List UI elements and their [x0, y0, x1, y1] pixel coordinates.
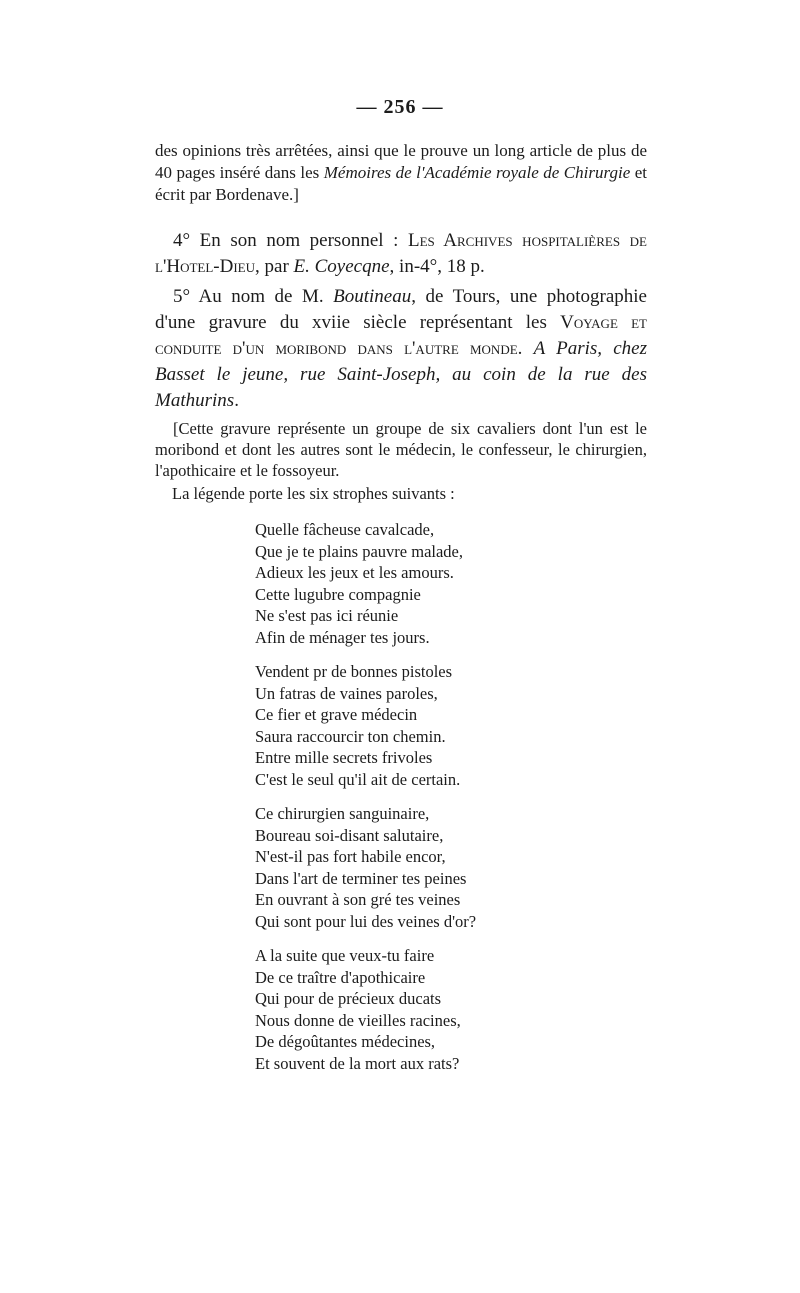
poem-line: Ce chirurgien sanguinaire,: [255, 804, 430, 823]
publication-title: Les Archives hospitalières de l'Hotel-Dieu: [155, 230, 647, 277]
poem-line: Et souvent de la mort aux rats?: [255, 1053, 460, 1073]
item-text: 5° Au nom de M.: [173, 286, 334, 307]
poem-line: A la suite que veux-tu faire: [255, 946, 435, 965]
poem-line: Ce fier et grave médecin: [255, 705, 418, 724]
poem-line: Que je te plains pauvre malade,: [255, 541, 463, 561]
item-text: , par: [255, 256, 294, 277]
poem-line: De dégoûtantes médecines,: [255, 1032, 436, 1051]
poem-line: Cette lugubre compagnie: [255, 584, 421, 604]
engraving-title: Voyage et conduite d'un moribond dans l'autre monde: [155, 312, 647, 359]
author-name: E. Coyecqne: [293, 256, 390, 277]
poem-line: Saura raccourcir ton chemin.: [255, 726, 446, 746]
page-number: — 256 —: [356, 96, 444, 118]
item-text: , in-4°, 18 p.: [389, 256, 485, 277]
poem-line: C'est le seul qu'il ait de certain.: [255, 769, 461, 789]
person-name: Boutineau: [333, 286, 412, 307]
poem-line: Vendent pr de bonnes pistoles: [255, 662, 453, 681]
poem-line: Qui sont pour lui des veines d'or?: [255, 911, 477, 931]
item-text: 4° En son nom personnel :: [173, 230, 408, 251]
item-text: .: [517, 338, 534, 359]
item-text: .: [234, 390, 239, 411]
paragraph-item-5: [155, 284, 647, 414]
poem-stanza-4: [255, 945, 555, 1074]
poem-line: Entre mille secrets frivoles: [255, 748, 433, 767]
item-text: , de Tours, une photographie d'une gravure du xviie siècle représentant les: [155, 286, 647, 333]
poem-line: En ouvrant à son gré tes veines: [255, 890, 461, 909]
poem-line: N'est-il pas fort habile encor,: [255, 847, 446, 866]
paragraph-text: des opinions très arrêtées, ainsi que le prouve un long article de plus de 40 pages inséré dans les: [155, 141, 647, 182]
poem-line: Qui pour de précieux ducats: [255, 989, 442, 1008]
poem-stanza-2: [255, 661, 555, 790]
poem-line: De ce traître d'apothicaire: [255, 967, 426, 987]
paragraph-legend-intro: La légende porte les six strophes suivants :: [172, 484, 455, 503]
poem-stanza-1: [255, 519, 555, 648]
poem-line: Afin de ménager tes jours.: [255, 627, 430, 647]
paragraph-bordenave: [155, 140, 647, 206]
paragraph-item-4: [155, 228, 647, 280]
poem-line: Boureau soi-disant salutaire,: [255, 825, 444, 845]
poem-line: Nous donne de vieilles racines,: [255, 1010, 461, 1030]
poem-line: Dans l'art de terminer tes peines: [255, 868, 467, 888]
poem-line: Quelle fâcheuse cavalcade,: [255, 520, 435, 539]
poem-line: Ne s'est pas ici réunie: [255, 606, 399, 625]
poem-line: Un fatras de vaines paroles,: [255, 683, 438, 703]
poem-line: Adieux les jeux et les amours.: [255, 563, 454, 582]
paragraph-engraving-description: [Cette gravure représente un groupe de six cavaliers dont l'un est le moribond et dont les autres sont le médecin, le confesseur, le chirurgien, l'apothicaire et le fossoyeur.: [155, 419, 647, 480]
poem-stanza-3: [255, 803, 555, 932]
journal-title: Mémoires de l'Académie royale de Chirurgie: [323, 163, 631, 182]
paragraph-text: et écrit par Bordenave.]: [155, 163, 647, 204]
publisher-address: A Paris, chez Basset le jeune, rue Saint-Joseph, au coin de la rue des Mathurins: [155, 338, 648, 411]
